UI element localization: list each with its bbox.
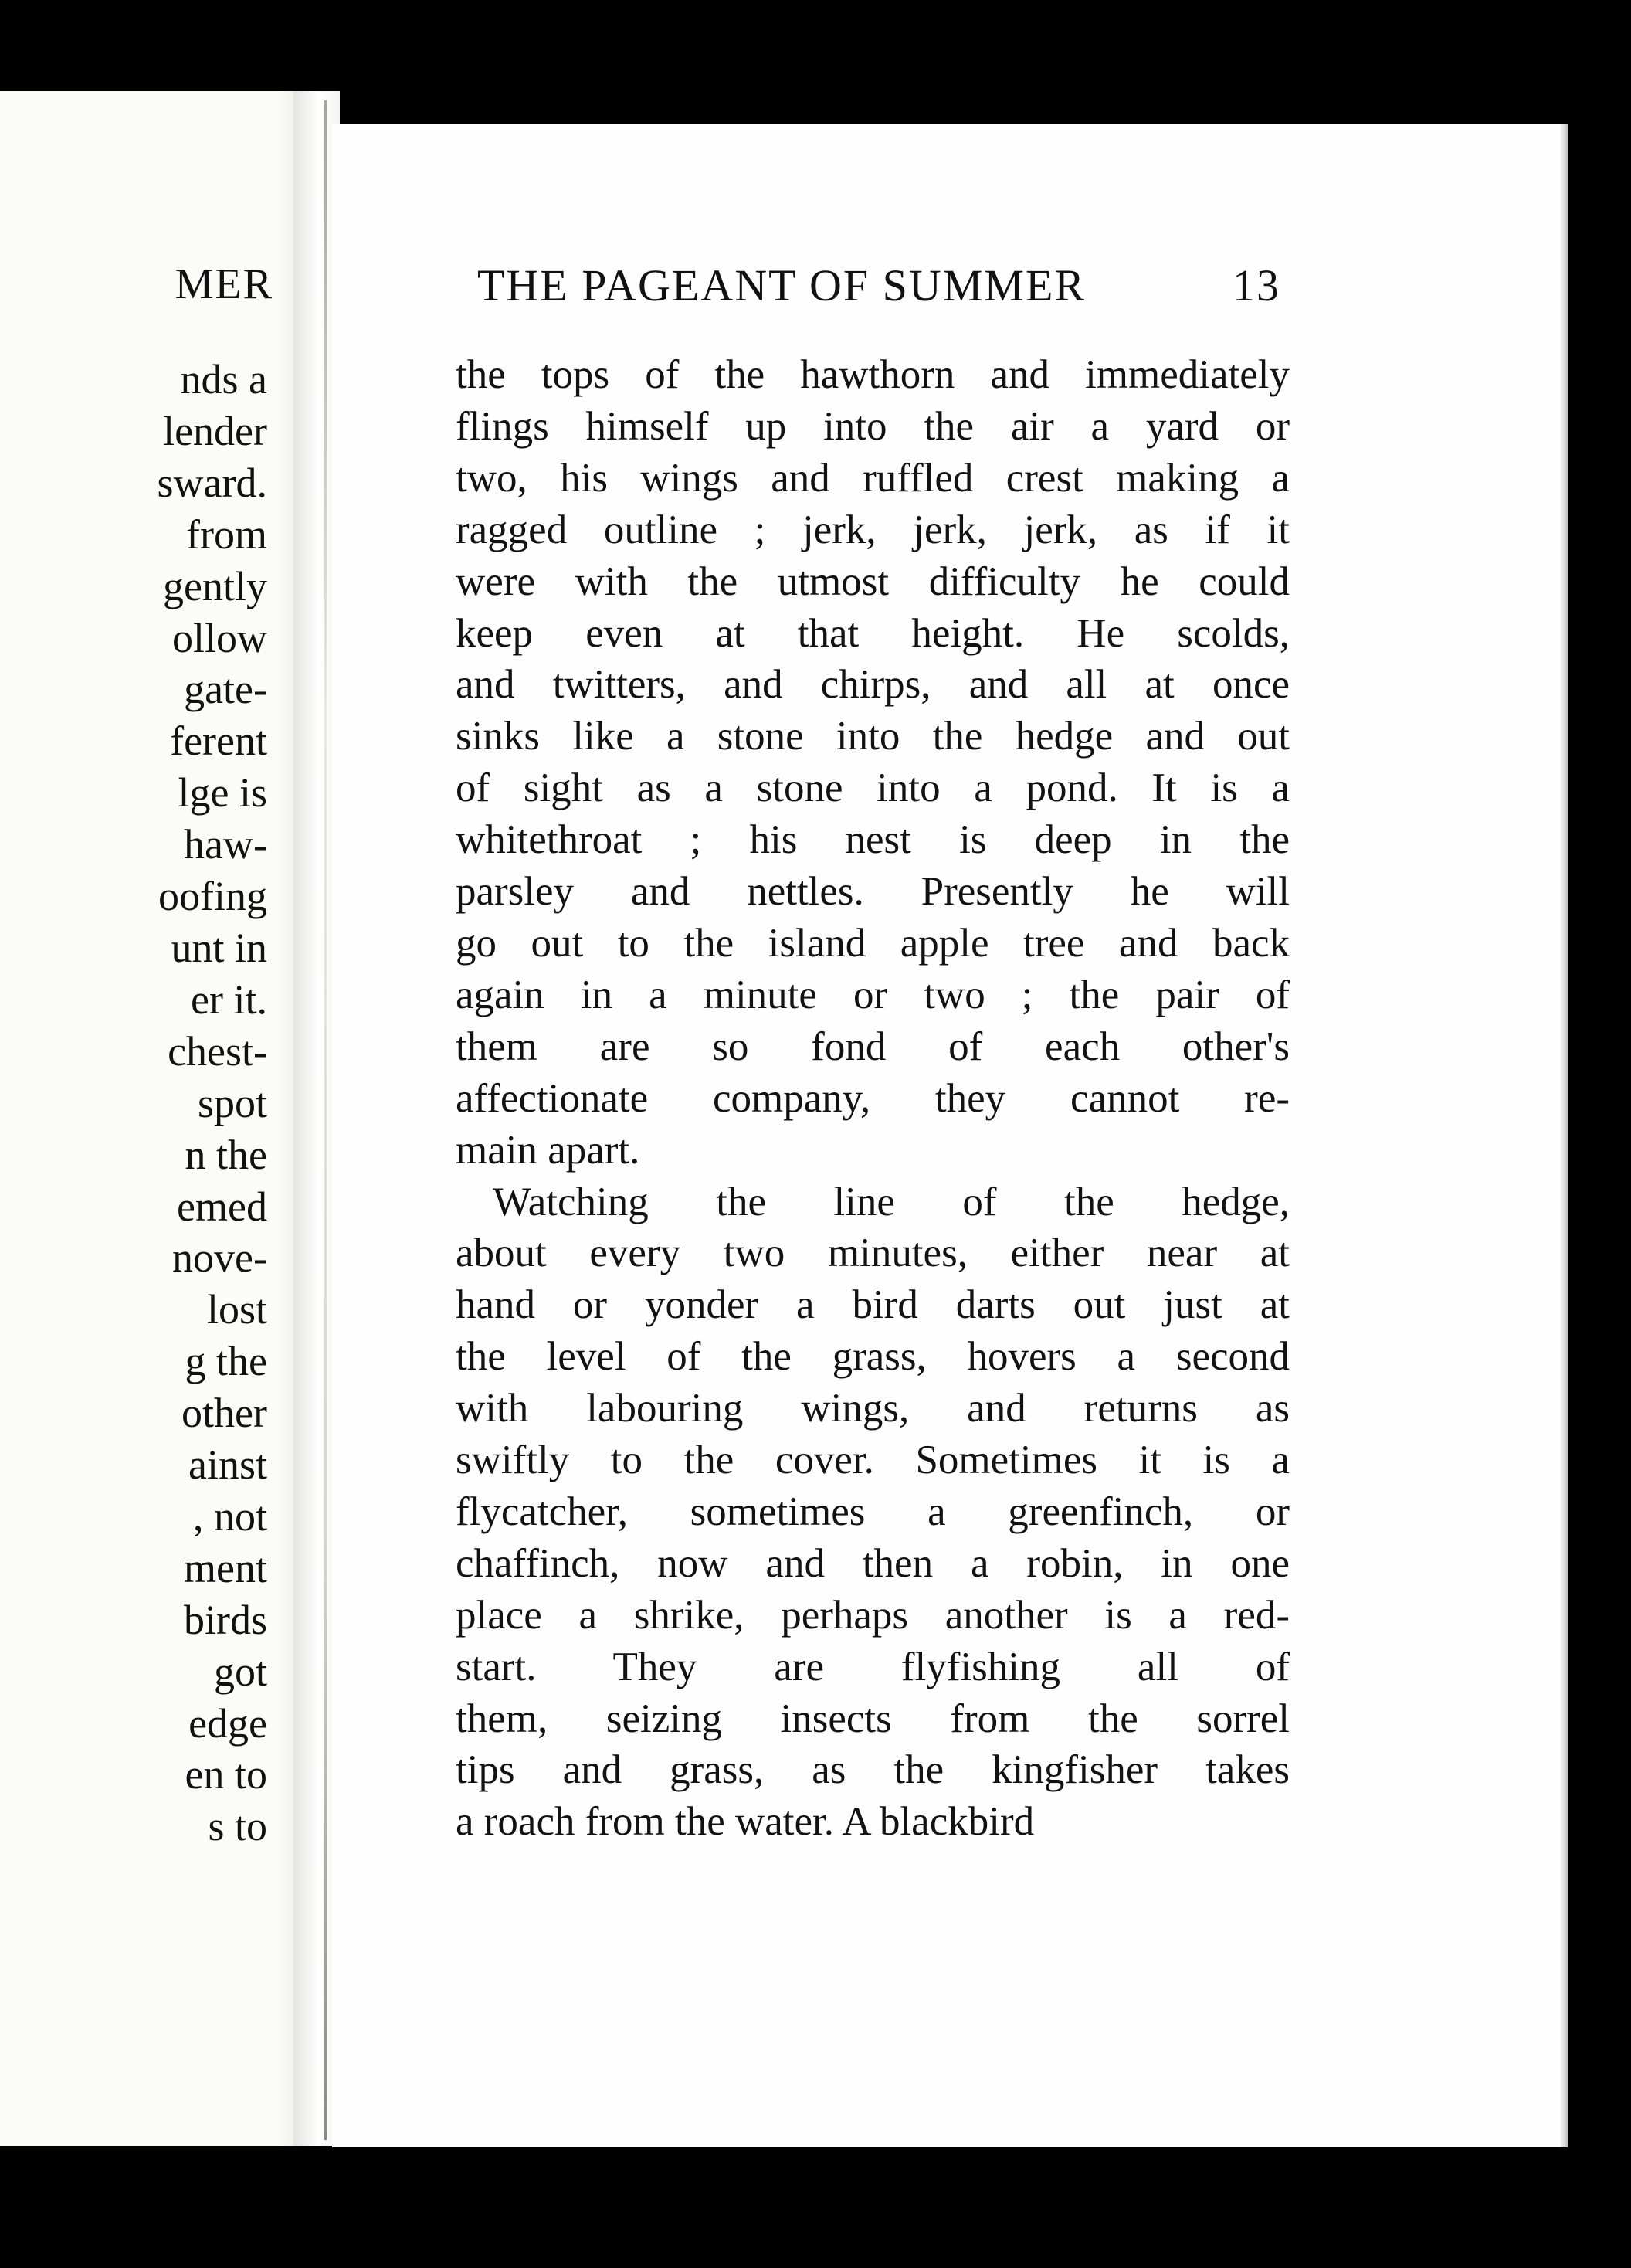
text-line: them are so fond of each other's bbox=[456, 1024, 1290, 1069]
text-line: and twitters, and chirps, and all at once bbox=[456, 662, 1290, 708]
text-line: chaffinch, now and then a robin, in one bbox=[456, 1540, 1290, 1586]
text-line: were with the utmost difficulty he could bbox=[456, 559, 1290, 604]
left-text-line: sward. bbox=[157, 459, 267, 506]
left-text-line: gently bbox=[163, 562, 267, 609]
text-line: keep even at that height. He scolds, bbox=[456, 610, 1290, 656]
left-text-line: haw- bbox=[184, 821, 267, 868]
page-edge bbox=[1560, 124, 1568, 2147]
left-text-line: lge is bbox=[178, 769, 267, 817]
left-text-line: edge bbox=[188, 1699, 267, 1747]
text-line: flings himself up into the air a yard or bbox=[456, 403, 1290, 449]
text-line: Watching the line of the hedge, bbox=[493, 1179, 1290, 1224]
text-line: whitethroat ; his nest is deep in the bbox=[456, 817, 1290, 863]
left-text-line: from bbox=[186, 511, 267, 558]
left-text-line: ferent bbox=[170, 718, 267, 765]
text-line: about every two minutes, either near at bbox=[456, 1231, 1290, 1276]
text-line: a roach from the water. A blackbird bbox=[456, 1799, 1035, 1845]
left-text-line: gate- bbox=[184, 666, 267, 713]
spine-crease bbox=[324, 100, 327, 2140]
left-text-line: birds bbox=[184, 1596, 267, 1643]
text-line: of sight as a stone into a pond. It is a bbox=[456, 766, 1290, 811]
text-line: flycatcher, sometimes a greenfinch, or bbox=[456, 1489, 1290, 1534]
left-text-line: spot bbox=[197, 1079, 267, 1126]
page-number: 13 bbox=[1233, 260, 1280, 311]
left-text-line: g the bbox=[185, 1338, 267, 1385]
left-text-line: n the bbox=[185, 1131, 267, 1178]
text-line: ragged outline ; jerk, jerk, jerk, as if it bbox=[456, 507, 1290, 552]
left-text-line: nds a bbox=[180, 356, 267, 402]
text-line: place a shrike, perhaps another is a red- bbox=[456, 1592, 1290, 1638]
left-text-line: chest- bbox=[168, 1027, 267, 1075]
text-line: start. They are flyfishing all of bbox=[456, 1644, 1290, 1689]
text-line: go out to the island apple tree and back bbox=[456, 920, 1290, 966]
text-line: affectionate company, they cannot re- bbox=[456, 1075, 1290, 1121]
text-line: again in a minute or two ; the pair of bbox=[456, 972, 1290, 1017]
left-text-line: , not bbox=[192, 1492, 267, 1540]
left-page-text bbox=[158, 354, 267, 1852]
text-line: parsley and nettles. Presently he will bbox=[456, 869, 1290, 915]
left-page bbox=[0, 91, 309, 2146]
left-running-title-fragment: MER bbox=[175, 260, 273, 308]
left-text-line: er it. bbox=[191, 976, 267, 1023]
right-page bbox=[332, 124, 1568, 2147]
text-line: hand or yonder a bird darts out just at bbox=[456, 1282, 1290, 1328]
left-text-line: oofing bbox=[158, 873, 267, 920]
left-text-line: other bbox=[181, 1390, 267, 1437]
left-text-line: en to bbox=[185, 1751, 267, 1798]
left-text-line: got bbox=[213, 1648, 267, 1695]
left-text-line: s to bbox=[208, 1803, 267, 1850]
text-line: sinks like a stone into the hedge and out bbox=[456, 714, 1290, 759]
text-line: the tops of the hawthorn and immediately bbox=[456, 352, 1290, 397]
text-line: two, his wings and ruffled crest making a bbox=[456, 455, 1290, 501]
running-head bbox=[477, 260, 1280, 311]
body-text bbox=[456, 349, 1290, 1848]
text-line: with labouring wings, and returns as bbox=[456, 1386, 1290, 1431]
left-text-line: unt in bbox=[171, 924, 267, 971]
left-text-line: lost bbox=[206, 1286, 267, 1333]
text-line: the level of the grass, hovers a second bbox=[456, 1334, 1290, 1380]
running-title: THE PAGEANT OF SUMMER bbox=[477, 260, 1087, 311]
text-line: swiftly to the cover. Sometimes it is a bbox=[456, 1438, 1290, 1483]
left-text-line: ment bbox=[184, 1544, 267, 1591]
left-text-line: ollow bbox=[171, 614, 267, 661]
left-text-line: nove- bbox=[172, 1234, 267, 1282]
left-text-line: emed bbox=[177, 1183, 267, 1230]
left-text-line: lender bbox=[163, 407, 267, 454]
text-line: them, seizing insects from the sorrel bbox=[456, 1696, 1290, 1741]
text-line: tips and grass, as the kingfisher takes bbox=[456, 1747, 1290, 1793]
text-line: main apart. bbox=[456, 1127, 640, 1173]
left-text-line: ainst bbox=[188, 1441, 267, 1489]
